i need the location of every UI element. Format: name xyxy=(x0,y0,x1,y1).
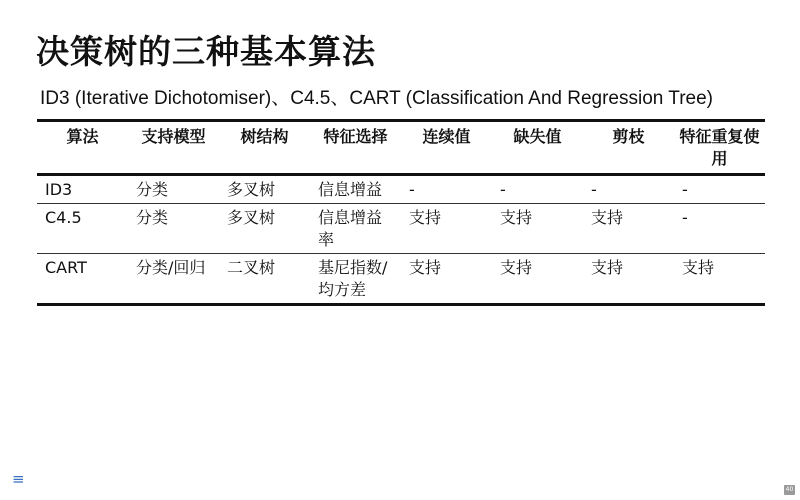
table-cell: 支持 xyxy=(500,208,533,227)
table-cell: 信息增益 xyxy=(318,180,383,199)
table-cell: 支持 xyxy=(409,208,442,227)
table-cell: 支持 xyxy=(500,258,533,277)
table-cell: 支持 xyxy=(682,258,715,277)
table-row xyxy=(37,204,765,254)
table-cell: ID3 xyxy=(45,180,73,199)
table-header-row xyxy=(37,121,765,175)
table-cell: 二叉树 xyxy=(227,258,276,277)
table-cell: - xyxy=(682,208,688,227)
table-cell: 支持 xyxy=(591,258,624,277)
table-row xyxy=(37,254,765,305)
slide-title: 决策树的三种基本算法 xyxy=(36,32,376,71)
table-cell: CART xyxy=(45,258,87,277)
header-tree-structure: 树结构 xyxy=(240,127,289,146)
table-cell: - xyxy=(500,180,506,199)
table-cell: 支持 xyxy=(409,258,442,277)
table-row xyxy=(37,175,765,204)
menu-icon[interactable]: ≡ xyxy=(12,470,25,488)
table-cell: 多叉树 xyxy=(227,208,276,227)
table-cell: 分类/回归 xyxy=(136,258,206,277)
table-cell: 信息增益率 xyxy=(318,208,383,249)
table-cell: 多叉树 xyxy=(227,180,276,199)
page-number-badge: 40 xyxy=(785,486,794,493)
table-cell: 基尼指数/均方差 xyxy=(318,258,388,299)
slide-subtitle: ID3 (Iterative Dichotomiser)、C4.5、CART (Classification And Regression Tree) xyxy=(40,88,713,109)
header-supported-model: 支持模型 xyxy=(141,127,206,146)
header-pruning: 剪枝 xyxy=(612,127,645,146)
header-missing-values: 缺失值 xyxy=(513,127,562,146)
table-cell: C4.5 xyxy=(45,208,82,227)
header-continuous-values: 连续值 xyxy=(422,127,471,146)
algorithm-comparison-table xyxy=(37,119,765,306)
table-cell: 分类 xyxy=(136,180,169,199)
header-feature-reuse: 特征重复使用 xyxy=(679,127,760,168)
header-algorithm: 算法 xyxy=(66,127,99,146)
table-cell: - xyxy=(682,180,688,199)
table-cell: - xyxy=(591,180,597,199)
header-feature-selection: 特征选择 xyxy=(323,127,388,146)
table-cell: - xyxy=(409,180,415,199)
table-cell: 支持 xyxy=(591,208,624,227)
table-cell: 分类 xyxy=(136,208,169,227)
